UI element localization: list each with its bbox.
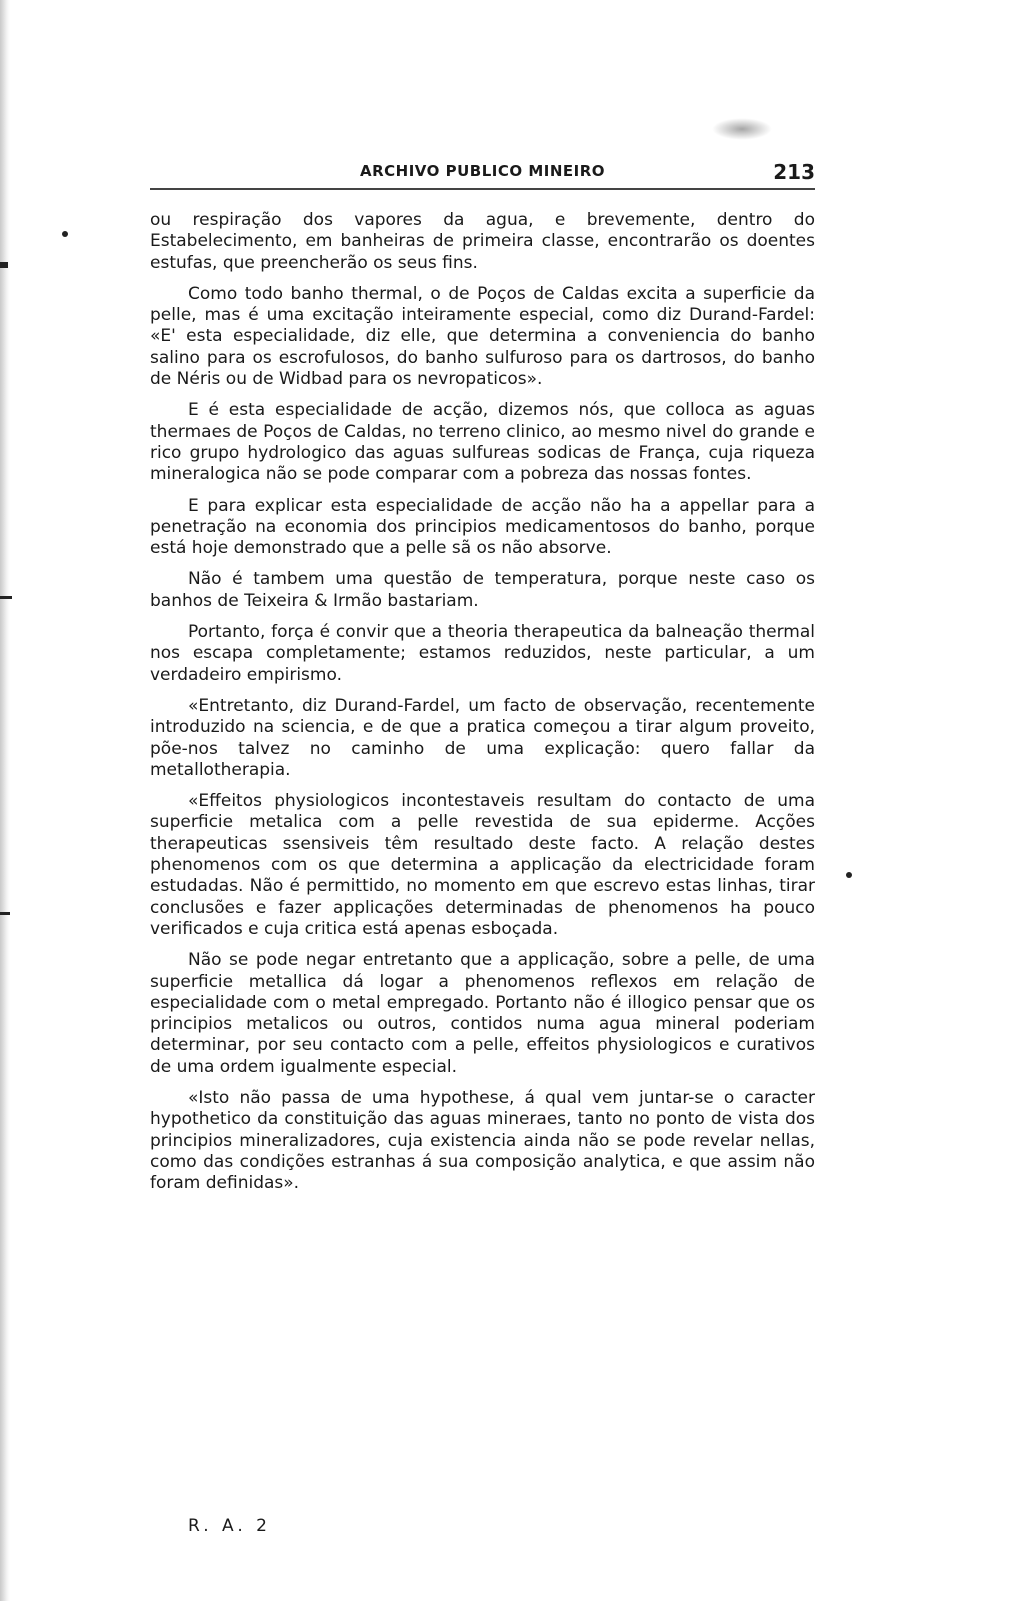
- ink-smudge: [712, 118, 772, 140]
- body-text: [150, 210, 815, 1204]
- paragraph: Não se pode negar entretanto que a applicação, sobre a pelle, de uma superficie metallica dá logar a phenomenos reflexos em relação de especialidade com o metal empregado. Portanto não é illogico pensar que os principios metalicos ou outros, contidos numa agua mineral poderiam determinar, por seu contacto com a pelle, effeitos physiologicos e curativos de uma ordem igualmente especial.: [150, 950, 815, 1077]
- scan-mark: [0, 912, 10, 915]
- margin-dot: [62, 231, 68, 237]
- page-number: 213: [773, 160, 815, 184]
- header-rule: [150, 188, 815, 190]
- scan-edge: [0, 0, 10, 1601]
- paragraph: «Isto não passa de uma hypothese, á qual vem juntar-se o caracter hypothetico da constituição das aguas mineraes, tanto no ponto de vista dos principios mineralizadores, cuja existencia ainda não se pode revelar nellas, como das condições estranhas á sua composição analytica, e que assim não foram definidas».: [150, 1087, 815, 1194]
- page-header: [150, 158, 815, 188]
- signature: R. A. 2: [188, 1516, 271, 1536]
- paragraph: E é esta especialidade de acção, dizemos nós, que colloca as aguas thermaes de Poços de Caldas, no terreno clinico, ao mesmo nivel do grande e rico grupo hydrologico das aguas sulfureas sodicas de França, cuja riqueza mineralogica não se pode comparar com a pobreza das nossas fontes.: [150, 400, 815, 485]
- scan-mark: [0, 262, 8, 268]
- paragraph: Não é tambem uma questão de temperatura, porque neste caso os banhos de Teixeira & Irmão bastariam.: [150, 569, 815, 611]
- margin-dot: [846, 872, 852, 878]
- paragraph: Como todo banho thermal, o de Poços de Caldas excita a superficie da pelle, mas é uma excitação inteiramente especial, como diz Durand-Fardel: «E' esta especialidade, diz elle, que determina a conveniencia do banho salino para os escrofulosos, do banho sulfuroso para os dartrosos, do banho de Néris ou de Widbad para os nevropaticos».: [150, 283, 815, 390]
- scan-mark: [0, 596, 12, 599]
- running-title: ARCHIVO PUBLICO MINEIRO: [359, 162, 606, 180]
- paragraph: «Entretanto, diz Durand-Fardel, um facto de observação, recentemente introduzido na sciencia, e de que a pratica começou a tirar algum proveito, põe-nos talvez no caminho de uma explicação: quero fallar da metallotherapia.: [150, 695, 815, 780]
- paragraph: «Effeitos physiologicos incontestaveis resultam do contacto de uma superficie metalica com a pelle revestida de sua epiderme. Acções therapeuticas ssensiveis têm resultado deste facto. A relação destes phenomenos com os que determina a applicação da electricidade foram estudadas. Não é permittido, no momento em que escrevo estas linhas, tirar conclusões e fazer applicações determinadas de phenomenos ha pouco verificados e cuja critica está apenas esboçada.: [150, 791, 815, 939]
- paragraph: ou respiração dos vapores da agua, e brevemente, dentro do Estabelecimento, em banheiras de primeira classe, encontrarão os doentes estufas, que preencherão os seus fins.: [150, 210, 815, 273]
- paragraph: Portanto, força é convir que a theoria therapeutica da balneação thermal nos escapa completamente; estamos reduzidos, neste particular, a um verdadeiro empirismo.: [150, 622, 815, 685]
- paragraph: E para explicar esta especialidade de acção não ha a appellar para a penetração na economia dos principios medicamentosos do banho, porque está hoje demonstrado que a pelle sã os não absorve.: [150, 495, 815, 559]
